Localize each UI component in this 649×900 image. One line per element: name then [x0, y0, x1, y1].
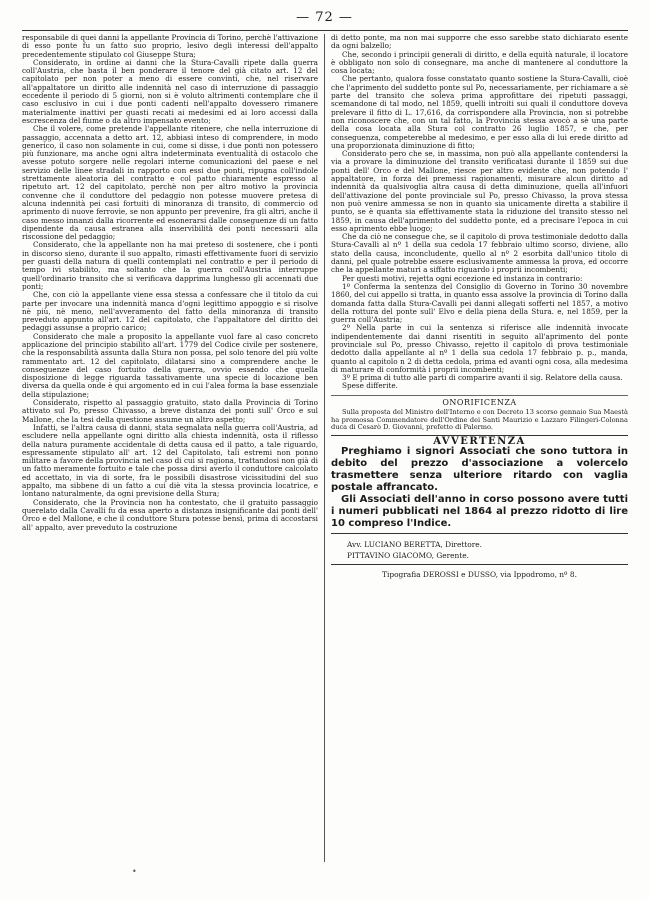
page-speck: •: [132, 867, 137, 876]
paragraph: Che, con ciò la appellante viene essa stessa a confessare che il titolo da cui parte per invocare una indennità manca d'ogni legittimo appoggio e si risolve nè più, nè meno, nell'avveramento del fatto della minoranza di transito preveduto appunto all'art. 12 del capitolato, che l'appaltatore del diritto dei pedaggi assunse a proprio carico;: [22, 290, 318, 333]
paragraph: Spese differite.: [342, 381, 398, 391]
header-rule: [22, 30, 628, 31]
printer-line: Tipografia DEROSSI e DUSSO, via Ippodromo, nº 8.: [382, 570, 577, 580]
signatures: [331, 539, 628, 561]
paragraph: responsabile di quei danni la appellante Provincia di Torino, perchè l'attivazione di esso ponte fu un fatto suo proprio, lesivo degli interessi dell'appalto precedentemente stipulato col Giuseppe Stura;: [22, 33, 318, 59]
column-divider: [324, 34, 325, 862]
paragraph: Che il volere, come pretende l'appellante ritenere, che nella interruzione di passaggio, accennata a detto art. 12, abbiasi inteso di comprendere, in modo generico, il caso non solamente in cui, come si disse, i due ponti non potessero più funzionare, ma anche ogni altra indeterminata eventualità di ostacolo che avesse potuto sorgere nelle regolari interne comunicazioni del paese e nel servizio delle linee stradali in rapporto con essi due ponti, ripugna coll'indole strettamente aleatoria del contratto e col patto chiaramente espresso al ripetuto art. 12 del capitolato, perchè non per altro motivo la provincia convenne che il conduttore del pedaggio non potesse muovere pretesa di alcuna indennità pei casi fortuiti di minoranza di transito, di commercio od aprimento di nuove ferrovie, se non appunto per prevenire, fra gli altri, anche il caso messo innanzi dalla ricorrente ed esonerarsi dalle conseguenze di un fatto dipendente da causa estranea alla inservibilità dei ponti necessarii alla riscossione del pedaggio;: [22, 124, 318, 242]
avvertenza-paragraph: Preghiamo i signori Associati che sono tuttora in debito del prezzo d'associazione a volercelo trasmettere senza ulteriore ritardo con vaglia postale affrancato.: [331, 446, 628, 494]
paragraph: 2º Nella parte in cui la sentenza si riferisce alle indennità invocate indipendentemente dai danni risentiti in seguito all'aprimento del ponte provinciale sul Po, presso Chivasso, rejetto il capitolo di prova testimoniale dedotto dalla appellante al nº 1 della sua cedola 17 febbraio p. p., manda, quanto al capitolo n 2 di detta cedola, prima ed avanti ogni cosa, alla medesima di maturare di conformità i proprii incombenti;: [331, 323, 628, 374]
director-signature: Avv. LUCIANO BERETTA, Direttore.: [347, 540, 482, 550]
paragraph: di detto ponte, ma non mai supporre che esso sarebbe stato dichiarato esente da ogni balzello;: [331, 33, 628, 51]
paragraph: Che pertanto, qualora fosse constatato quanto sostiene la Stura-Cavalli, cioè che l'aprimento del suddetto ponte sul Po, necessariamente, per richiamare a sè parte del transito che soleva prima approfittare dei ripetuti passaggi, scemandone di tal modo, nel 1859, quelli introiti sui quali il conduttore doveva prelevare il fitto di L. 17,616, da corrispondere alla Provincia, non si potrebbe non riconoscere che, con un tal fatto, la Provincia stessa avocò a sè una parte della cosa locata alla Stura col contratto 26 luglio 1857, e che, per conseguenza, competerebbe al medesimo, e per esso alla di lui erede diritto ad una proporzionata diminuzione di fitto;: [331, 74, 628, 150]
avvertenza-paragraph: Gli Associati dell'anno in corso possono avere tutti i numeri pubblicati nel 1864 al prezzo ridotto di lire 10 compreso l'Indice.: [331, 494, 628, 530]
paragraph: Considerato che male a proposito la appellante vuol fare al caso concreto applicazione del principio stabilito all'art. 1779 del Codice civile per sostenere, che la responsabilità assunta dalla Stura non possa, pel solo tenore del più volte rammentato art. 12 del capitolato, dilatarsi sino a comprendere anche le conseguenze del caso fortuito della guerra, ovvio essendo che quella disposizione di legge riguarda tassativamente una specie di locazione ben diversa da quella onde è qui argomento ed in cui l'alea forma la base essenziale della stipulazione;: [22, 331, 318, 399]
paragraph: Infatti, se l'altra causa di danni, stata segnalata nella guerra coll'Austria, ad escludere nella appellante ogni diritto alla chiesta indennità, osta il riflesso della natura puramente accidentale di detta causa ed il patto, a tale riguardo, espressamente stipulato all' art. 12 del Capitolato, tali estremi non ponno militare a favore della provincia nel caso di cui si ragiona, trattandosi non già di un fatto meramente fortuito e tale che possa dirsi averlo il conduttore calcolato ed accettato, in via di sorte, fra le possibili disastrose vicissitudini del suo appalto, ma sibbene di un fatto a cui diè vita la stessa provincia locatrice, e lontano naturalmente, da ogni previsione della Stura;: [22, 422, 318, 499]
onorificenza-body: Sulla proposta del Ministro dell'Interno e con Decreto 13 scorso gennaio Sua Maestà ha promossa Commendatore dell'Ordine dei Santi Maurizio e Lazzaro Filingeri-Colonna duca di Cesarò D. Giovanni, prefetto di Palermo.: [331, 408, 628, 432]
paragraph: Che, secondo i principii generali di diritto, e della equità naturale, il locatore è obbligato non solo di consegnare, ma anche di mantenere al conduttore la cosa locata;: [331, 49, 628, 76]
paragraph: Considerato, che la Provincia non ha contestato, che il gratuito passaggio querelato dalla Cavalli fu da essa aperto a distanza insignificante dai ponti dell' Orco e del Mallone, e che il conduttore Stura potesse bensì, prima di accostarsi all' appalto, aver preveduto la costruzione: [22, 497, 318, 532]
printer-rule: [331, 564, 628, 565]
page-number: — 72 —: [296, 10, 353, 25]
paragraph: Considerato, rispetto al passaggio gratuito, stato dalla Provincia di Torino attivato sul Po, presso Chivasso, a breve distanza dei ponti sull' Orco e sul Mallone, che la tesi della questione assume un altro aspetto;: [22, 398, 318, 424]
paragraph: Considerato, che la appellante non ha mai preteso di sostenere, che i ponti in discorso sieno, durante il suo appalto, rimasti effettivamente fuori di servizio per guasti della natura di quelli contemplati nel contratto e per il periodo di tempo ivi stabilito, ma soltanto che la guerra coll'Austria interruppe quell'ordinario transito che si verificava dapprima lunghesso gli accennati due ponti;: [22, 240, 318, 291]
avvertenza-notice: [331, 435, 628, 534]
paragraph: Considerato pero che se, in massima, non può alla appellante contendersi la via a provare la diminuzione del transito verificatasi durante il 1859 sui due ponti dell' Orco e del Mallone, riesce per altro evidente che, non potendo l' appaltatore, in forza dei premessi ragionamenti, misurare alcun diritto ad indennità da qualsivoglia altra causa di detta diminuzione, quella all'infuori dell'attivazione del ponte provinciale sul Po, presso Chivasso, la prova stessa non può venire ammessa se non in quanto sia unicamente diretta a stabilire il punto, se è quanta sia effettivamente stata la riduzione del transito stesso nel 1859, in causa dell'aprimento del suddetto ponte, ed a precisare l'epoca in cui esso aprimento ebbe luogo;: [331, 149, 628, 233]
avvertenza-title: AVVERTENZA: [433, 435, 526, 447]
left-column: [22, 34, 318, 532]
paragraph: 3º E prima di tutto alle parti di comparire avanti il sig. Relatore della causa.: [342, 373, 623, 383]
paragraph: 1º Conferma la sentenza del Consiglio di Governo in Torino 30 novembre 1860, del cui appello si tratta, in quanto essa assolve la provincia di Torino dalla domanda fatta dalla Stura-Cavalli pei danni allegati sofferti nel 1857, a motivo della rottura del ponte sull' Elvo e della piena della Stura. e, nel 1859, per la guerra coll'Austria;: [331, 281, 628, 325]
right-column: [331, 34, 628, 579]
paragraph: Considerato, in ordine ai danni che la Stura-Cavalli ripete dalla guerra coll'Austria, che basta il ben ponderare il tenore del già citato art. 12 del capitolato per non poter a meno di essere convinti, che, nel riservare all'appaltatore un diritto alle indennità nel caso di interruzione di passaggio eccedente il periodo di 5 giorni, non si è voluto altrimenti contemplare che il caso esclusivo in cui i due ponti cadenti nell'appalto dovessero rimanere materialmente inattivi per guasti recati ai medesimi ed ai loro accessi dalla escrescenza del fiume o da altro impensato evento;: [22, 57, 318, 125]
paragraph: Che da ciò ne consegue che, se il capitolo di prova testimoniale dedotto dalla Stura-Cavalli al nº 1 della sua cedola 17 febbraio ultimo scorso, diviene, allo stato della causa, inconcludente, quello al nº 2 esorbita dall'unico titolo di danni, pel quale potrebbe essere esclusivamente ammessa la prova, ed occorre che la appellante maturi a siffatto riguardo i proprii incombenti;: [331, 232, 628, 275]
paragraph: Per questi motivi, rejetta ogni eccezione ed instanza in contrario:: [342, 273, 583, 283]
manager-signature: PITTAVINO GIACOMO, Gerente.: [347, 551, 469, 561]
onorificenza-title: ONORIFICENZA: [331, 395, 628, 407]
